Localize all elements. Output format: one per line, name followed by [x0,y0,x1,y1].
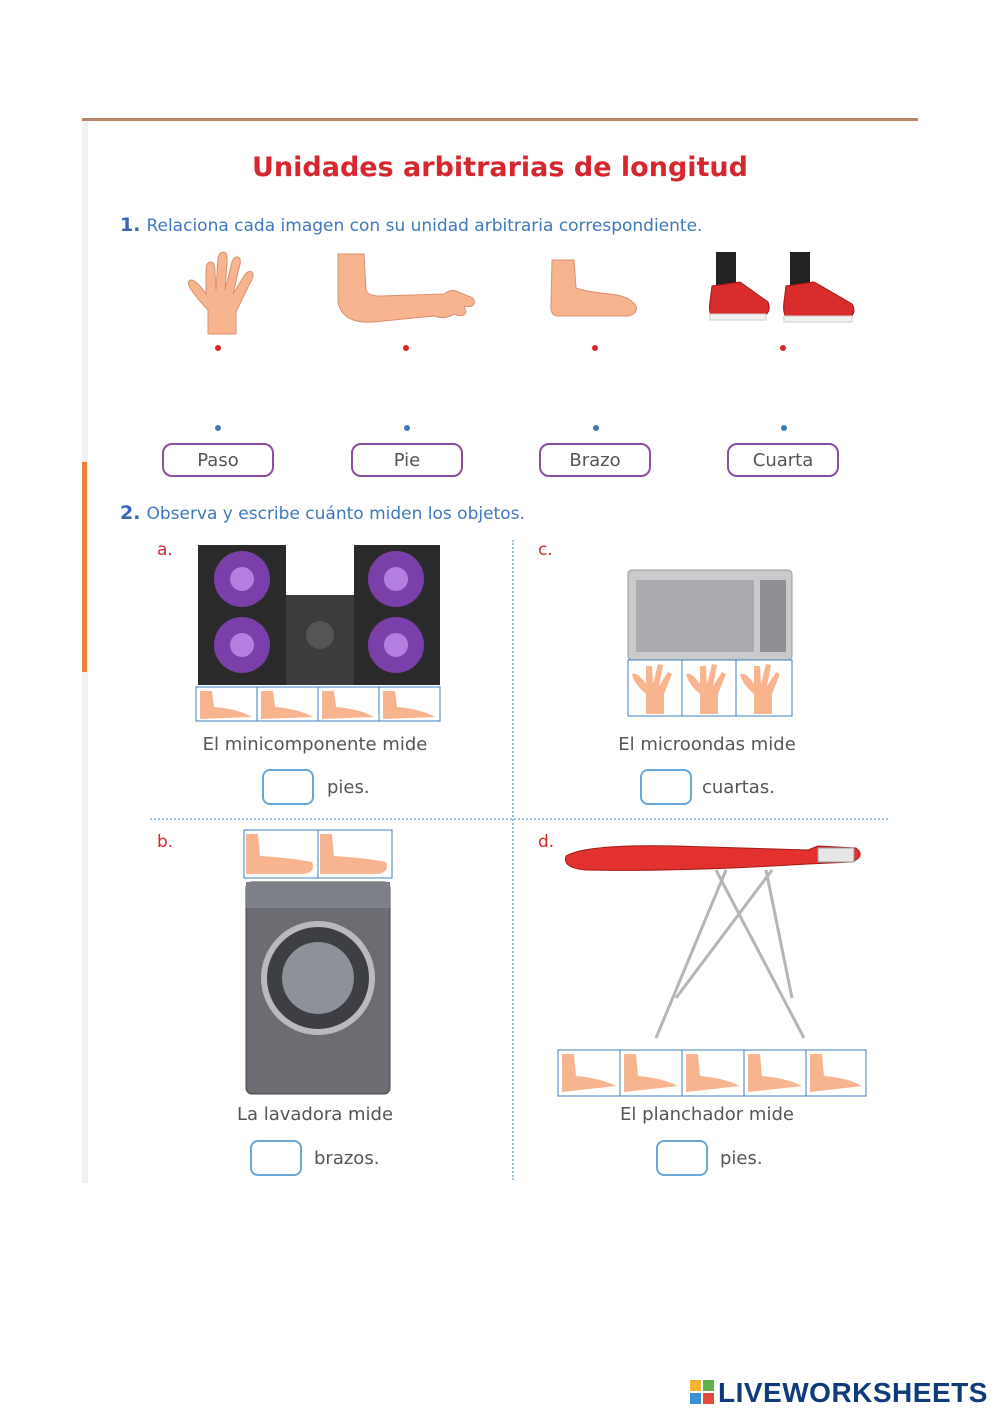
match-dot-foot[interactable] [592,345,598,351]
match-dot-step[interactable] [780,345,786,351]
foot-icon [548,258,640,320]
option-pie: Pie [351,443,463,477]
item-d-answer-box[interactable] [656,1140,708,1176]
item-c-unit: cuartas. [702,777,775,798]
vertical-divider [512,540,514,1180]
item-b-caption: La lavadora mide [236,1104,394,1125]
top-rule [82,118,918,121]
item-b-answer-box[interactable] [250,1140,302,1176]
match-dot-hand[interactable] [215,345,221,351]
option-paso: Paso [162,443,274,477]
question-2-text: Observa y escribe cuánto miden los objetos. [146,504,525,524]
ironing-board-image [556,842,868,1098]
item-b-unit: brazos. [314,1148,380,1169]
match-dot-paso[interactable] [215,425,221,431]
page-title: Unidades arbitrarias de longitud [252,152,748,183]
item-c-caption: El microondas mide [618,734,796,755]
item-a-letter: a. [157,540,173,560]
match-dot-brazo[interactable] [593,425,599,431]
item-c-letter: c. [538,540,553,560]
match-dot-arm[interactable] [403,345,409,351]
question-2 [120,502,525,524]
question-2-number: 2. [120,502,141,524]
option-brazo: Brazo [539,443,651,477]
item-d-unit: pies. [720,1148,763,1169]
match-dot-pie[interactable] [404,425,410,431]
item-a-caption: El minicomponente mide [202,734,428,755]
option-cuarta: Cuarta [727,443,839,477]
item-a-unit: pies. [327,777,370,798]
washer-image [242,828,394,1096]
question-1-number: 1. [120,214,141,236]
left-accent-bar [82,462,87,672]
question-1-text: Relaciona cada imagen con su unidad arbitraria correspondiente. [146,216,703,236]
match-dot-cuarta[interactable] [781,425,787,431]
item-d-caption: El planchador mide [620,1104,794,1125]
liveworksheets-logo: LIVEWORKSHEETS [718,1377,988,1408]
liveworksheets-logo-icon [690,1380,714,1404]
item-a-answer-box[interactable] [262,769,314,805]
microwave-image [626,568,796,718]
question-1 [120,214,702,236]
item-c-answer-box[interactable] [640,769,692,805]
stereo-image [194,541,442,723]
step-icon [706,252,862,324]
item-b-letter: b. [157,832,174,852]
item-d-letter: d. [538,832,555,852]
horizontal-divider [150,818,888,820]
hand-icon [178,250,270,336]
arm-icon [334,252,478,328]
